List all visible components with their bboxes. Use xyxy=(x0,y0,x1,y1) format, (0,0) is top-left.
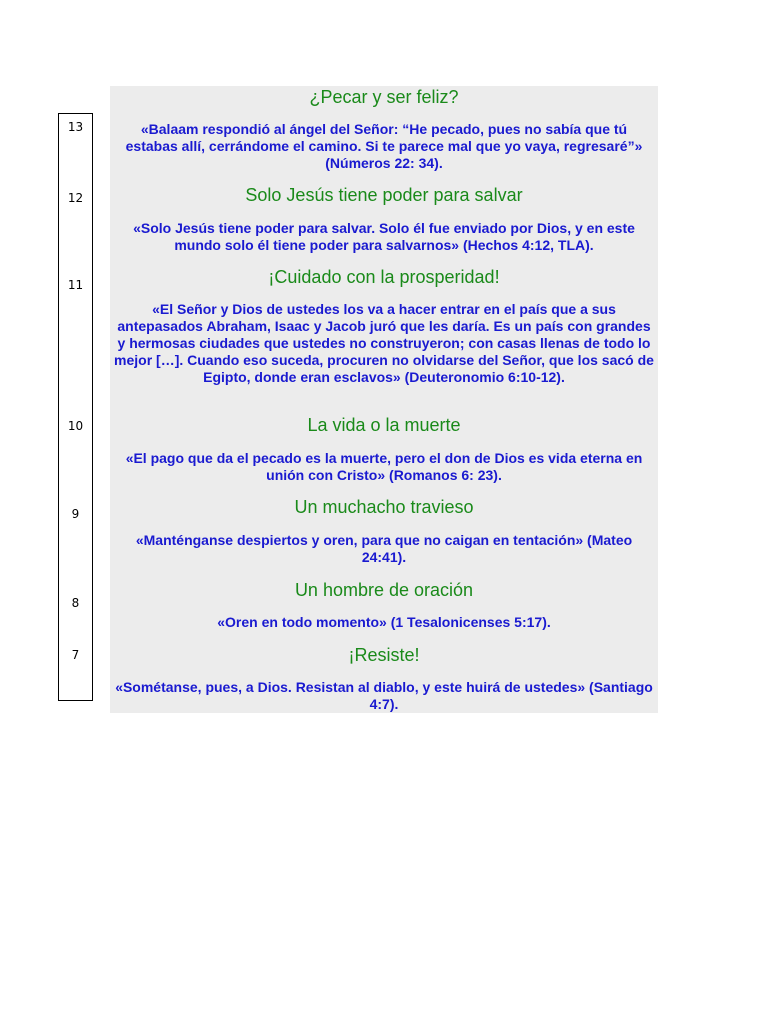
section-title: Un hombre de oración xyxy=(294,580,474,600)
day-number: 8 xyxy=(71,596,80,610)
section-title: La vida o la muerte xyxy=(307,415,461,435)
day-number: 11 xyxy=(67,278,84,292)
section-title: Un muchacho travieso xyxy=(294,497,474,517)
section-quote: «El pago que da el pecado es la muerte, pero el don de Dios es vida eterna en unión con Cristo» (Romanos 6: 23). xyxy=(125,450,643,483)
section-title: Solo Jesús tiene poder para salvar xyxy=(245,185,523,205)
section-title: ¿Pecar y ser feliz? xyxy=(309,87,459,107)
day-number: 10 xyxy=(67,419,84,433)
section-quote: «Sométanse, pues, a Dios. Resistan al diablo, y este huirá de ustedes» (Santiago 4:7). xyxy=(115,679,653,712)
devotional-panel xyxy=(110,86,658,713)
section-title: ¡Cuidado con la prosperidad! xyxy=(268,267,500,287)
day-number: 12 xyxy=(67,191,84,205)
section-quote: «El Señor y Dios de ustedes los va a hacer entrar en el país que a sus antepasados Abraham, Isaac y Jacob juró que les daría. Es un país con grandes y hermosas ciudades que ustedes no construyeron; con casas llenas de todo lo mejor […]. Cuando eso suceda, procuren no olvidarse del Señor, que los sacó de Egipto, donde eran esclavos» (Deuteronomio 6:10-12). xyxy=(114,301,654,385)
section-title: ¡Resiste! xyxy=(348,645,420,665)
day-number: 9 xyxy=(71,507,80,521)
day-number: 13 xyxy=(67,120,84,134)
section-quote: «Balaam respondió al ángel del Señor: “He pecado, pues no sabía que tú estabas allí, cerrándome el camino. Si te parece mal que yo vaya, regresaré”» (Números 22: 34). xyxy=(125,121,643,171)
number-column xyxy=(58,113,93,701)
section-quote: «Solo Jesús tiene poder para salvar. Solo él fue enviado por Dios, y en este mundo solo él tiene poder para salvarnos» (Hechos 4:12, TLA). xyxy=(133,220,635,253)
day-number: 7 xyxy=(71,648,80,662)
section-quote: «Oren en todo momento» (1 Tesalonicenses 5:17). xyxy=(217,614,551,630)
section-quote: «Manténganse despiertos y oren, para que no caigan en tentación» (Mateo 24:41). xyxy=(135,532,633,565)
